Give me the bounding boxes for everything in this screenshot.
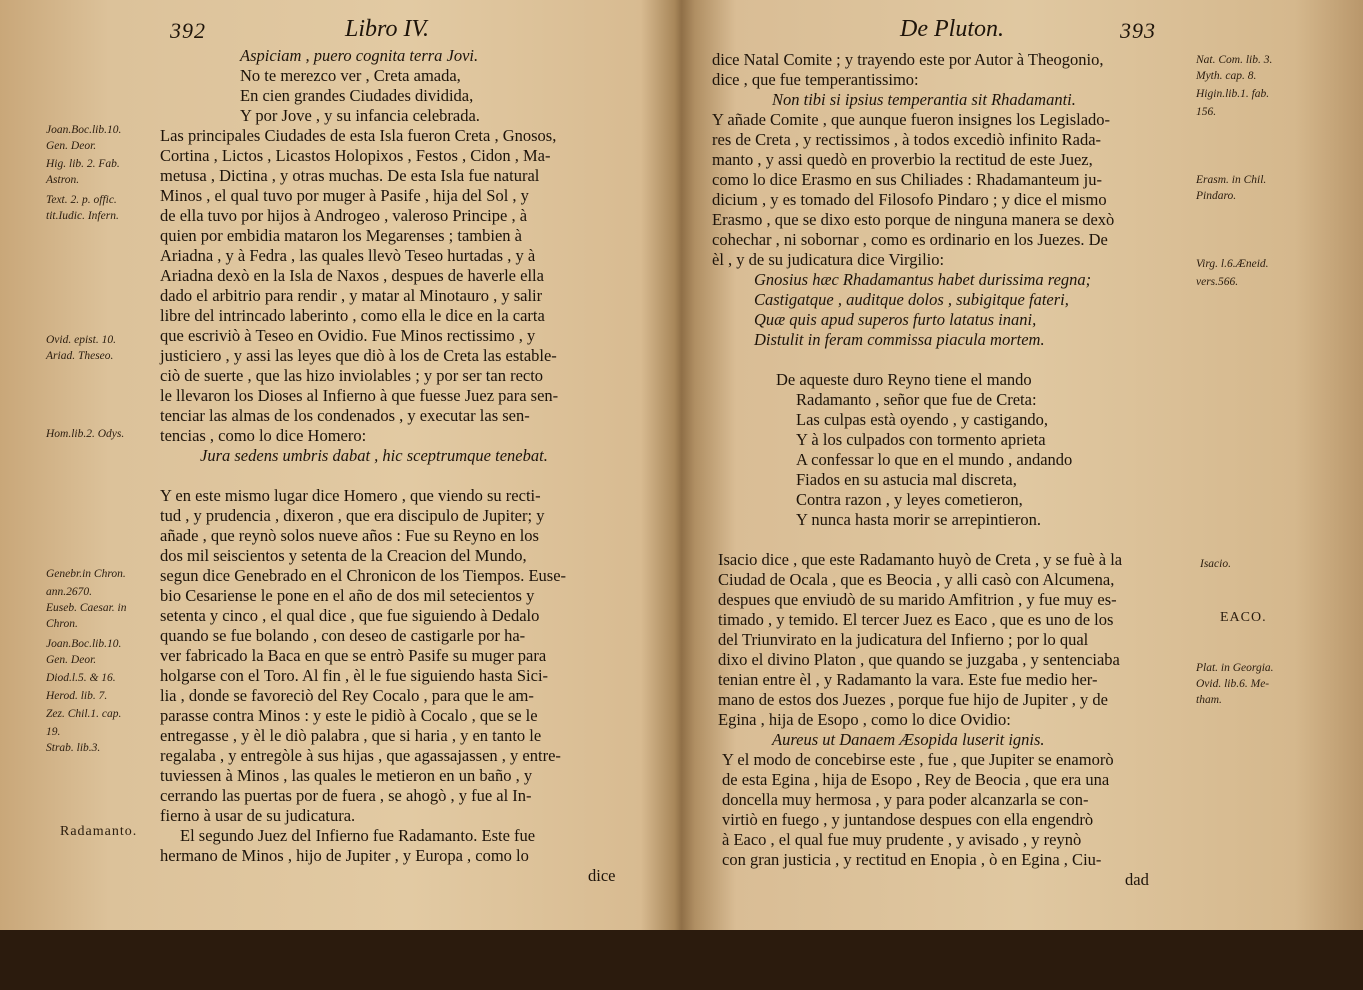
text-line: Ariadna , y à Fedra , las quales llevò Teseo hurtadas , y à <box>160 246 536 265</box>
margin-heading: Radamanto. <box>60 824 138 839</box>
text-line: de ella tuvo por hijos à Androgeo , valeroso Principe , à <box>160 206 528 225</box>
text-line: del Triunvirato en la judicatura del Infierno ; por lo qual <box>718 630 1089 649</box>
verse-line: Aspiciam , puero cognita terra Jovi. <box>240 46 479 65</box>
verse-line: Y por Jove , y su infancia celebrada. <box>240 106 480 125</box>
margin-note: ann.2670. <box>46 586 92 598</box>
text-line: Egina , hija de Esopo , como lo dice Ovidio: <box>718 710 1011 729</box>
text-line: El segundo Juez del Infierno fue Radamanto. Este fue <box>180 826 536 845</box>
text-line: hermano de Minos , hijo de Jupiter , y Europa , como lo <box>160 846 529 865</box>
running-head: Libro IV. <box>345 16 430 42</box>
margin-note: Astron. <box>46 174 80 186</box>
text-line: à Eaco , el qual fue muy prudente , y avisado , y reynò <box>722 830 1082 849</box>
margin-note: Text. 2. p. offic. <box>46 194 117 206</box>
margin-note: Gen. Deor. <box>46 654 97 666</box>
quote-line: Jura sedens umbris dabat , hic sceptrumque tenebat. <box>200 446 548 465</box>
running-head: De Pluton. <box>900 16 1004 42</box>
verse-line: Y à los culpados con tormento aprieta <box>796 430 1046 449</box>
text-line: èl , y de su judicatura dice Virgilio: <box>712 250 945 269</box>
text-line: doncella muy hermosa , y para poder alcanzarla se con- <box>722 790 1089 809</box>
text-line: Y en este mismo lugar dice Homero , que viendo su recti- <box>160 486 541 505</box>
text-line: dice , que fue temperantissimo: <box>712 70 919 89</box>
margin-note: Plat. in Georgia. <box>1196 662 1274 674</box>
text-line: como lo dice Erasmo en sus Chiliades : Rhadamanteum ju- <box>712 170 1102 189</box>
text-line: manto , y assi quedò en proverbio la rectitud de este Juez, <box>712 150 1093 169</box>
text-line: virtiò en fuego , y juntandose despues con ella engendrò <box>722 810 1094 829</box>
text-line: tenciar las almas de los condenados , y executar las sen- <box>160 406 530 425</box>
text-line: Ciudad de Ocala , que es Beocia , y alli casò con Alcumena, <box>718 570 1115 589</box>
table-surface <box>0 930 1363 990</box>
margin-note: Gen. Deor. <box>46 140 97 152</box>
right-page <box>680 0 1363 930</box>
left-page <box>0 0 655 930</box>
margin-note: Higin.lib.1. fab. <box>1196 88 1270 100</box>
text-line: res de Creta , y rectissimos , à todos excediò infinito Rada- <box>712 130 1102 149</box>
margin-note: Joan.Boc.lib.10. <box>46 124 122 136</box>
page-number: 392 <box>170 18 206 43</box>
margin-note: Zez. Chil.1. cap. <box>46 708 122 720</box>
text-line: Las principales Ciudades de esta Isla fueron Creta , Gnosos, <box>160 126 557 145</box>
text-line: Isacio dice , que este Radamanto huyò de Creta , y se fuè à la <box>718 550 1123 569</box>
margin-note: Chron. <box>46 618 78 630</box>
margin-note: Virg. l.6.Æneid. <box>1196 258 1269 270</box>
text-line: con gran justicia , y rectitud en Enopia , ò en Egina , Ciu- <box>722 850 1102 869</box>
text-line: holgarse con el Toro. Al fin , èl le fue siguiendo hasta Sici- <box>160 666 549 685</box>
verse-line: Radamanto , señor que fue de Creta: <box>796 390 1037 409</box>
text-line: ciò de suerte , que las hizo inviolables ; y por ser tan recto <box>160 366 544 385</box>
text-line: dixo el divino Platon , que quando se juzgaba , y sentenciaba <box>718 650 1120 669</box>
margin-note: Joan.Boc.lib.10. <box>46 638 122 650</box>
quote-line: Distulit in feram commissa piacula mortem. <box>754 330 1045 349</box>
margin-note: Nat. Com. lib. 3. <box>1196 54 1273 66</box>
text-line: le llevaron los Dioses al Infierno à que fuesse Juez para sen- <box>160 386 559 405</box>
text-line: parasse contra Minos : y este le pidiò à Cocalo , que se le <box>160 706 538 725</box>
text-line: Erasmo , que se dixo esto porque de ninguna manera se dexò <box>712 210 1115 229</box>
margin-note: Myth. cap. 8. <box>1196 70 1257 82</box>
text-line: dado el arbitrio para rendir , y matar al Minotauro , y salir <box>160 286 543 305</box>
margin-note: Erasm. in Chil. <box>1196 174 1267 186</box>
catchword: dad <box>1125 870 1149 889</box>
margin-note: Ariad. Theseo. <box>46 350 114 362</box>
text-line: quien por embidia mataron los Megarenses ; tambien à <box>160 226 522 245</box>
text-line: cerrando las puertas por de fuera , se ahogò , y fue al In- <box>160 786 532 805</box>
text-line: tud , y prudencia , dixeron , que era discipulo de Jupiter; y <box>160 506 545 525</box>
quote-line: Aureus ut Danaem Æsopida luserit ignis. <box>772 730 1045 749</box>
text-line: setenta y cinco , el qual dice , que fue siguiendo à Dedalo <box>160 606 540 625</box>
margin-note: Euseb. Caesar. in <box>46 602 127 614</box>
text-line: tenian entre èl , y Radamanto la vara. Este fue medio her- <box>718 670 1098 689</box>
text-line: dice Natal Comite ; y trayendo este por Autor à Theogonio, <box>712 50 1104 69</box>
text-line: libre del intrincado laberinto , como ella le dice en la carta <box>160 306 545 325</box>
text-line: cohechar , ni sobornar , como es ordinario en los Juezes. De <box>712 230 1108 249</box>
text-line: ver fabricado la Baca en que se entrò Pasife su muger para <box>160 646 547 665</box>
margin-note: Strab. lib.3. <box>46 742 101 754</box>
text-line: Y añade Comite , que aunque fueron insignes los Legislado- <box>712 110 1111 129</box>
margin-note: 156. <box>1196 106 1217 118</box>
text-line: segun dice Genebrado en el Chronicon de los Tiempos. Euse- <box>160 566 567 585</box>
margin-note: Ovid. lib.6. Me- <box>1196 678 1270 690</box>
verse-line: Contra razon , y leyes cometieron, <box>796 490 1023 509</box>
quote-line: Non tibi si ipsius temperantia sit Rhadamanti. <box>772 90 1076 109</box>
quote-line: Castigatque , auditque dolos , subigitque fateri, <box>754 290 1069 309</box>
catchword: dice <box>588 866 616 885</box>
text-line: tuviessen à Minos , las quales le metieron en un baño , y <box>160 766 533 785</box>
margin-note: Herod. lib. 7. <box>46 690 108 702</box>
verse-line: En cien grandes Ciudades dividida, <box>240 86 474 105</box>
text-line: timado , y temido. El tercer Juez es Eaco , que es uno de los <box>718 610 1114 629</box>
text-line: despues que enviudò de su marido Amfitrion , y fue muy es- <box>718 590 1117 609</box>
text-line: bio Cesariense le pone en el año de dos mil setecientos y <box>160 586 535 605</box>
text-line: mano de estos dos Juezes , porque fue hijo de Jupiter , y de <box>718 690 1108 709</box>
verse-line: No te merezco ver , Creta amada, <box>240 66 461 85</box>
text-line: que escriviò à Teseo en Ovidio. Fue Minos rectissimo , y <box>160 326 536 345</box>
text-line: dos mil seiscientos y setenta de la Creacion del Mundo, <box>160 546 527 565</box>
margin-note: Diod.l.5. & 16. <box>46 672 116 684</box>
margin-note: Hig. lib. 2. Fab. <box>46 158 120 170</box>
text-line: Minos , el qual tuvo por muger à Pasife , hija del Sol , y <box>160 186 529 205</box>
margin-note: Hom.lib.2. Odys. <box>46 428 125 440</box>
text-line: de esta Egina , hija de Esopo , Rey de Beocia , que era una <box>722 770 1110 789</box>
text-line: entregasse , y èl le diò palabra , que si haria , y en tanto le <box>160 726 542 745</box>
margin-heading: EACO. <box>1220 610 1267 625</box>
text-line: añade , que reynò solos nueve años : Fue su Reyno en los <box>160 526 539 545</box>
text-line: Ariadna dexò en la Isla de Naxos , despues de haverle ella <box>160 266 544 285</box>
margin-note: Pindaro. <box>1196 190 1237 202</box>
margin-note: tit.Iudic. Infern. <box>46 210 119 222</box>
verse-line: Y nunca hasta morir se arrepintieron. <box>796 510 1041 529</box>
verse-line: A confessar lo que en el mundo , andando <box>796 450 1073 469</box>
text-line: regalaba , y entregòle à sus hijas , que agassajassen , y entre- <box>160 746 561 765</box>
quote-line: Quæ quis apud superos furto latatus inani, <box>754 310 1037 329</box>
text-line: quando se fue bolando , con deseo de castigarle por ha- <box>160 626 526 645</box>
margin-note: vers.566. <box>1196 276 1239 288</box>
verse-line: Las culpas està oyendo , y castigando, <box>796 410 1049 429</box>
text-line: Cortina , Lictos , Licastos Holopixos , Festos , Cidon , Ma- <box>160 146 551 165</box>
margin-note: 19. <box>46 726 61 738</box>
quote-line: Gnosius hæc Rhadamantus habet durissima regna; <box>754 270 1092 289</box>
text-line: tencias , como lo dice Homero: <box>160 426 367 445</box>
text-line: justiciero , y assi las leyes que diò à los de Creta las estable- <box>160 346 557 365</box>
margin-note: Genebr.in Chron. <box>46 568 126 580</box>
text-line: fierno à usar de su judicatura. <box>160 806 356 825</box>
text-line: Y el modo de concebirse este , fue , que Jupiter se enamorò <box>722 750 1114 769</box>
text-line: metusa , Dictina , y otras muchas. De esta Isla fue natural <box>160 166 540 185</box>
margin-note: tham. <box>1196 694 1222 706</box>
page-number: 393 <box>1120 18 1156 43</box>
text-line: lia , donde se favoreciò del Rey Cocalo , para que le am- <box>160 686 534 705</box>
verse-line: De aqueste duro Reyno tiene el mando <box>776 370 1032 389</box>
verse-line: Fiados en su astucia mal discreta, <box>796 470 1017 489</box>
margin-note: Isacio. <box>1200 558 1231 570</box>
margin-note: Ovid. epist. 10. <box>46 334 116 346</box>
text-line: dicium , y es tomado del Filosofo Pindaro ; y dice el mismo <box>712 190 1107 209</box>
